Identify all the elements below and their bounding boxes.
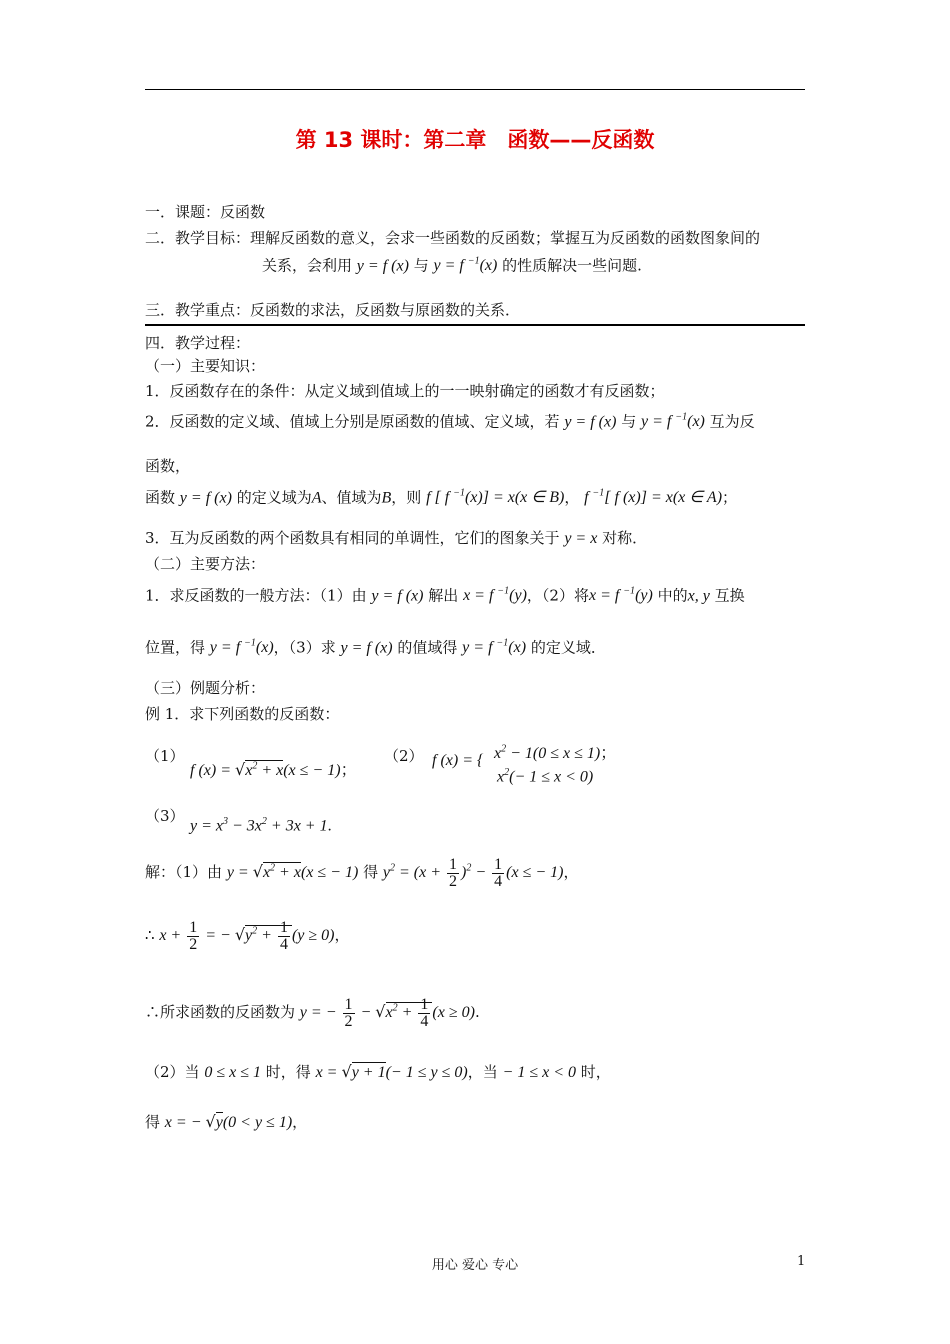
formula-y-fx: y = f (x) bbox=[356, 257, 409, 275]
m1-text-g: ，（3）求 bbox=[273, 638, 336, 657]
k2-text-e4: ，则 bbox=[391, 488, 422, 507]
m1-text-b: 解出 bbox=[428, 586, 459, 605]
sol2-formula-2: x = − √y(0 < y ≤ 1) bbox=[164, 1112, 293, 1131]
k3-text-a: 3．互为反函数的两个函数具有相同的单调性，它们的图象关于 bbox=[145, 529, 560, 547]
formula-x-finv-y: x = f $^{-1}$(y) bbox=[463, 586, 527, 605]
formula-y-fx: y = f (x) bbox=[371, 587, 424, 605]
problem-2-label: （2） bbox=[384, 747, 424, 765]
goals-text-1: 关系，会利用 bbox=[262, 256, 353, 275]
formula-y-finv: y = f $^{-1}$(x) bbox=[462, 638, 527, 657]
m1-text-h: 的值域得 bbox=[397, 638, 458, 657]
problem-3-formula: $y = x^3 - 3x^2 + 3x + 1$. bbox=[190, 816, 332, 835]
formula-composition-2: f $^{-1}$[ f (x)] = x(x ∈ A) bbox=[584, 488, 723, 507]
conclusion-text: ∴所求函数的反函数为 bbox=[145, 1003, 296, 1022]
subhead-knowledge: （一）主要知识： bbox=[145, 357, 266, 375]
section-process: 四．教学过程： bbox=[145, 334, 251, 352]
knowledge-1: 1．反函数存在的条件：从定义域到值域上的一一映射确定的函数才有反函数； bbox=[145, 382, 665, 400]
sol2-text-c: ，当 bbox=[467, 1063, 498, 1081]
therefore-symbol: ∴ bbox=[145, 926, 155, 945]
section-goals: 二．教学目标：理解反函数的意义，会求一些函数的反函数；掌握互为反函数的函数图象间的 bbox=[145, 229, 761, 247]
section-goals-cont bbox=[262, 252, 642, 276]
sol2-cond-2: − 1 ≤ x < 0 bbox=[502, 1064, 576, 1081]
section-key-points: 三．教学重点：反函数的求法，反函数与原函数的关系． bbox=[145, 301, 521, 319]
problem-2-case-2: $x^2(- 1 \le x < 0)$ bbox=[497, 767, 594, 786]
knowledge-3 bbox=[145, 528, 647, 549]
page-title: 第 13 课时：第二章 函数——反函数 bbox=[295, 128, 655, 152]
solution-conclusion: ∴所求函数的反函数为 y = − $\frac{1}{2}$ − $√x^2$ + $\frac{1}{4}$ (x ≥ 0). bbox=[145, 996, 480, 1030]
m1-text-e: 互换 bbox=[714, 586, 745, 605]
k2-text-e3: 、值域为 bbox=[321, 488, 382, 507]
method-1 bbox=[145, 582, 745, 606]
formula-y-fx: y = f (x) bbox=[564, 413, 617, 431]
formula-y-finv: y = f $^{-1}$(x) bbox=[209, 638, 274, 657]
formula-y-eq-x: y = x bbox=[564, 530, 598, 547]
k2-text-b: 与 bbox=[621, 412, 637, 431]
section-rule bbox=[145, 324, 805, 326]
example-1-heading: 例 1．求下列函数的反函数： bbox=[145, 705, 340, 723]
m1-text-a: 1．求反函数的一般方法：（1）由 bbox=[145, 586, 367, 605]
sol2-text-d: 时， bbox=[580, 1063, 611, 1081]
header-rule bbox=[145, 89, 805, 90]
knowledge-2-domain: 函数 y = f (x) 的定义域为A、值域为B，则 f [ f $^{-1}$(x)] = x(x ∈ B)， f $^{-1}$[ f (x)] = x(x ∈ A)； bbox=[145, 488, 738, 507]
method-1-cont bbox=[145, 634, 606, 658]
formula-y-fx: y = f (x) bbox=[340, 639, 393, 657]
subhead-examples: （三）例题分析： bbox=[145, 679, 266, 697]
m1-text-i: 的定义域． bbox=[530, 638, 606, 657]
goals-text-3: 的性质解决一些问题. bbox=[502, 256, 642, 275]
k2-text-e1: 函数 bbox=[145, 488, 176, 507]
knowledge-2-cont: 函数， bbox=[145, 457, 191, 475]
problem-2-case-1: $x^2 - 1(0 \le x \le 1)$； bbox=[494, 743, 617, 762]
solution-1: 解：（1）由 $y = √x^2 + x(x$ ≤ − 1) 得 $y^2 = (x$ + $\frac{1}{2}$ )$^2$ − $\frac{1}{4}$ (x ≤ − 1)， bbox=[145, 856, 579, 890]
sol1-text-b: 得 bbox=[363, 863, 379, 882]
page-footer: 用心 爱心 专心 bbox=[431, 1258, 519, 1273]
problem-1-formula: f $(x) = √x^2 + x(x$ ≤ − 1)； bbox=[190, 760, 357, 779]
k2-text-a: 2．反函数的定义域、值域上分别是原函数的值域、定义域，若 bbox=[145, 412, 560, 431]
sol2-cond-1: 0 ≤ x ≤ 1 bbox=[204, 1064, 261, 1081]
sol2-text-e: 得 bbox=[145, 1113, 161, 1131]
set-B: B bbox=[381, 489, 392, 507]
goals-text-2: 与 bbox=[413, 256, 429, 275]
k2-text-e2: 的定义域为 bbox=[236, 488, 312, 507]
sol1-formula-3: x + $\frac{1}{2}$ = − $√y^2$ + $\frac{1}{4}$ (y ≥ 0) bbox=[159, 919, 335, 953]
sol2-text-b: 时，得 bbox=[265, 1063, 311, 1081]
problem-3-label: （3） bbox=[145, 807, 185, 825]
sol1-formula-4: y = − $\frac{1}{2}$ − $√x^2$ + $\frac{1}{4}$ (x ≥ 0) bbox=[299, 996, 475, 1030]
formula-y-finv: y = f $^{-1}$(x) bbox=[641, 412, 705, 431]
sol1-formula-1: $y = √x^2 + x(x$ ≤ − 1) bbox=[226, 862, 359, 882]
sol2-text-a: （2）当 bbox=[145, 1063, 200, 1081]
problem-2-formula: f (x) = { bbox=[432, 752, 484, 769]
solution-2 bbox=[145, 1062, 611, 1083]
vars-xy: x, y bbox=[687, 587, 710, 605]
k2-text-c: 互为反 bbox=[709, 412, 755, 431]
sol1-text-a: 解：（1）由 bbox=[145, 863, 223, 882]
m1-text-d: 中的 bbox=[657, 586, 688, 605]
solution-step-2: ∴ x + $\frac{1}{2}$ = − $√y^2$ + $\frac{1}{4}$ (y ≥ 0)， bbox=[145, 919, 350, 953]
problem-1-label: （1） bbox=[145, 747, 185, 765]
formula-y-fx: y = f (x) bbox=[179, 489, 232, 507]
sol1-formula-2: $y^2 = (x$ + $\frac{1}{2}$ )$^2$ − $\frac{1}{4}$ (x ≤ − 1) bbox=[382, 856, 564, 890]
formula-x-finv-y: x = f $^{-1}$(y) bbox=[588, 586, 653, 605]
formula-composition-1: f [ f $^{-1}$(x)] = x(x ∈ B) bbox=[426, 488, 565, 507]
formula-y-finv: y = f $^{-1}$(x) bbox=[433, 256, 498, 275]
solution-2-cont: 得 x = − √y(0 < y ≤ 1)， bbox=[145, 1112, 308, 1131]
m1-text-f: 位置，得 bbox=[145, 638, 206, 657]
m1-text-c: ，（2）将 bbox=[526, 586, 589, 605]
sol2-formula-1: x = √y + 1(− 1 ≤ y ≤ 0) bbox=[315, 1062, 468, 1081]
k3-text-b: 对称． bbox=[602, 529, 648, 547]
section-topic: 一．课题：反函数 bbox=[145, 203, 266, 221]
knowledge-2 bbox=[145, 408, 755, 432]
page-number: 1 bbox=[797, 1254, 806, 1269]
subhead-methods: （二）主要方法： bbox=[145, 555, 266, 573]
set-A: A bbox=[311, 489, 322, 507]
